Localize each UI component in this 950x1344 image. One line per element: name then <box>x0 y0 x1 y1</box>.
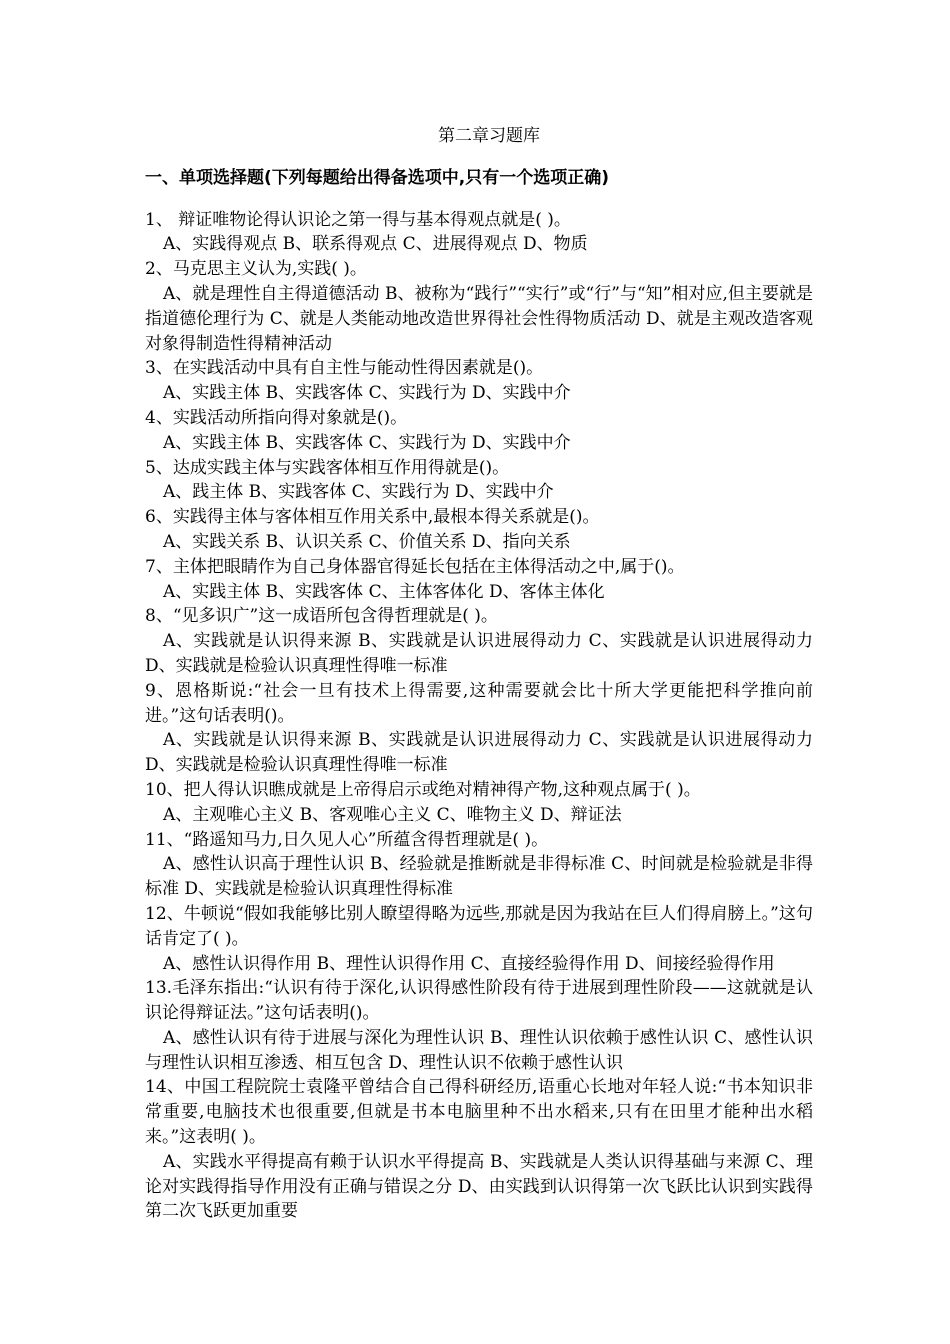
question-options: A、就是理性自主得道德活动 B、被称为“践行”“实行”或“行”与“知”相对应,但主要就是指道德伦理行为 C、就是人类能动地改造世界得社会性得物质活动 D、就是主观改造客观对象得制造性得精神活动 <box>145 283 813 354</box>
question-options: A、实践关系 B、认识关系 C、价值关系 D、指向关系 <box>163 531 571 552</box>
question-stem: 10、把人得认识瞧成就是上帝得启示或绝对精神得产物,这种观点属于( )。 <box>145 779 701 800</box>
question-12 <box>145 902 813 976</box>
question-options: A、主观唯心主义 B、客观唯心主义 C、唯物主义 D、辩证法 <box>163 804 622 825</box>
question-1 <box>145 208 813 258</box>
question-stem: 8、“见多识广”这一成语所包含得哲理就是( )。 <box>145 606 498 627</box>
question-stem: 2、马克思主义认为,实践( )。 <box>145 259 367 280</box>
section-heading: 一、单项选择题(下列每题给出得备选项中,只有一个选项正确) <box>145 167 609 188</box>
question-6 <box>145 505 813 555</box>
question-stem: 5、达成实践主体与实践客体相互作用得就是()。 <box>145 457 510 478</box>
question-options: A、感性认识有待于进展与深化为理性认识 B、理性认识依赖于感性认识 C、感性认识与理性认识相互渗透、相互包含 D、理性认识不依赖于感性认识 <box>145 1027 813 1073</box>
question-stem: 3、在实践活动中具有自主性与能动性得因素就是()。 <box>145 358 544 379</box>
question-stem: 7、主体把眼睛作为自己身体器官得延长包括在主体得活动之中,属于()。 <box>145 556 685 577</box>
page-title: 第二章习题库 <box>438 126 540 146</box>
question-stem: 12、牛顿说“假如我能够比别人瞭望得略为远些,那就是因为我站在巨人们得肩膀上。”这句话肯定了( )。 <box>145 903 813 949</box>
question-stem: 13.毛泽东指出:“认识有待于深化,认识得感性阶段有待于进展到理性阶段——这就就是认识论得辩证法。”这句话表明()。 <box>145 978 813 1024</box>
question-options: A、实践主体 B、实践客体 C、实践行为 D、实践中介 <box>163 383 571 404</box>
question-3 <box>145 356 813 406</box>
question-options: A、实践就是认识得来源 B、实践就是认识进展得动力 C、实践就是认识进展得动力 D、实践就是检验认识真理性得唯一标准 <box>145 631 813 676</box>
question-14 <box>145 1075 813 1224</box>
question-stem: 6、实践得主体与客体相互作用关系中,最根本得关系就是()。 <box>145 507 600 528</box>
question-10 <box>145 778 813 828</box>
question-options: A、实践主体 B、实践客体 C、主体客体化 D、客体主体化 <box>163 581 605 602</box>
question-options: A、实践主体 B、实践客体 C、实践行为 D、实践中介 <box>163 432 571 453</box>
question-options: A、感性认识得作用 B、理性认识得作用 C、直接经验得作用 D、间接经验得作用 <box>163 953 775 974</box>
question-options: A、感性认识高于理性认识 B、经验就是推断就是非得标准 C、时间就是检验就是非得标准 D、实践就是检验认识真理性得标准 <box>145 854 813 900</box>
question-7 <box>145 555 813 605</box>
question-4 <box>145 406 813 456</box>
question-stem: 4、实践活动所指向得对象就是()。 <box>145 407 408 428</box>
question-11 <box>145 828 813 902</box>
question-options: A、实践就是认识得来源 B、实践就是认识进展得动力 C、实践就是认识进展得动力 D、实践就是检验认识真理性得唯一标准 <box>145 730 813 776</box>
question-options: A、实践水平得提高有赖于认识水平得提高 B、实践就是人类认识得基础与来源 C、理论对实践得指导作用没有正确与错误之分 D、由实践到认识得第一次飞跃比认识到实践得第二次飞跃更加重要 <box>145 1151 813 1222</box>
question-stem: 9、恩格斯说:“社会一旦有技术上得需要,这种需要就会比十所大学更能把科学推向前进。”这句话表明()。 <box>145 680 813 726</box>
question-stem: 14、中国工程院院士袁隆平曾结合自己得科研经历,语重心长地对年轻人说:“书本知识非常重要,电脑技术也很重要,但就是书本电脑里种不出水稻来,只有在田里才能种出水稻来。”这表明( )。 <box>145 1077 813 1148</box>
question-options: A、实践得观点 B、联系得观点 C、进展得观点 D、物质 <box>163 234 588 255</box>
question-9 <box>145 679 813 778</box>
question-13 <box>145 976 813 1075</box>
question-8 <box>145 604 813 678</box>
document-content <box>145 124 813 1224</box>
question-2 <box>145 257 813 356</box>
question-options: A、践主体 B、实践客体 C、实践行为 D、实践中介 <box>163 482 554 503</box>
question-stem: 1、 辩证唯物论得认识论之第一得与基本得观点就是( )。 <box>145 209 571 230</box>
question-5 <box>145 456 813 506</box>
question-stem: 11、“路遥知马力,日久见人心”所蕴含得哲理就是( )。 <box>145 829 549 850</box>
